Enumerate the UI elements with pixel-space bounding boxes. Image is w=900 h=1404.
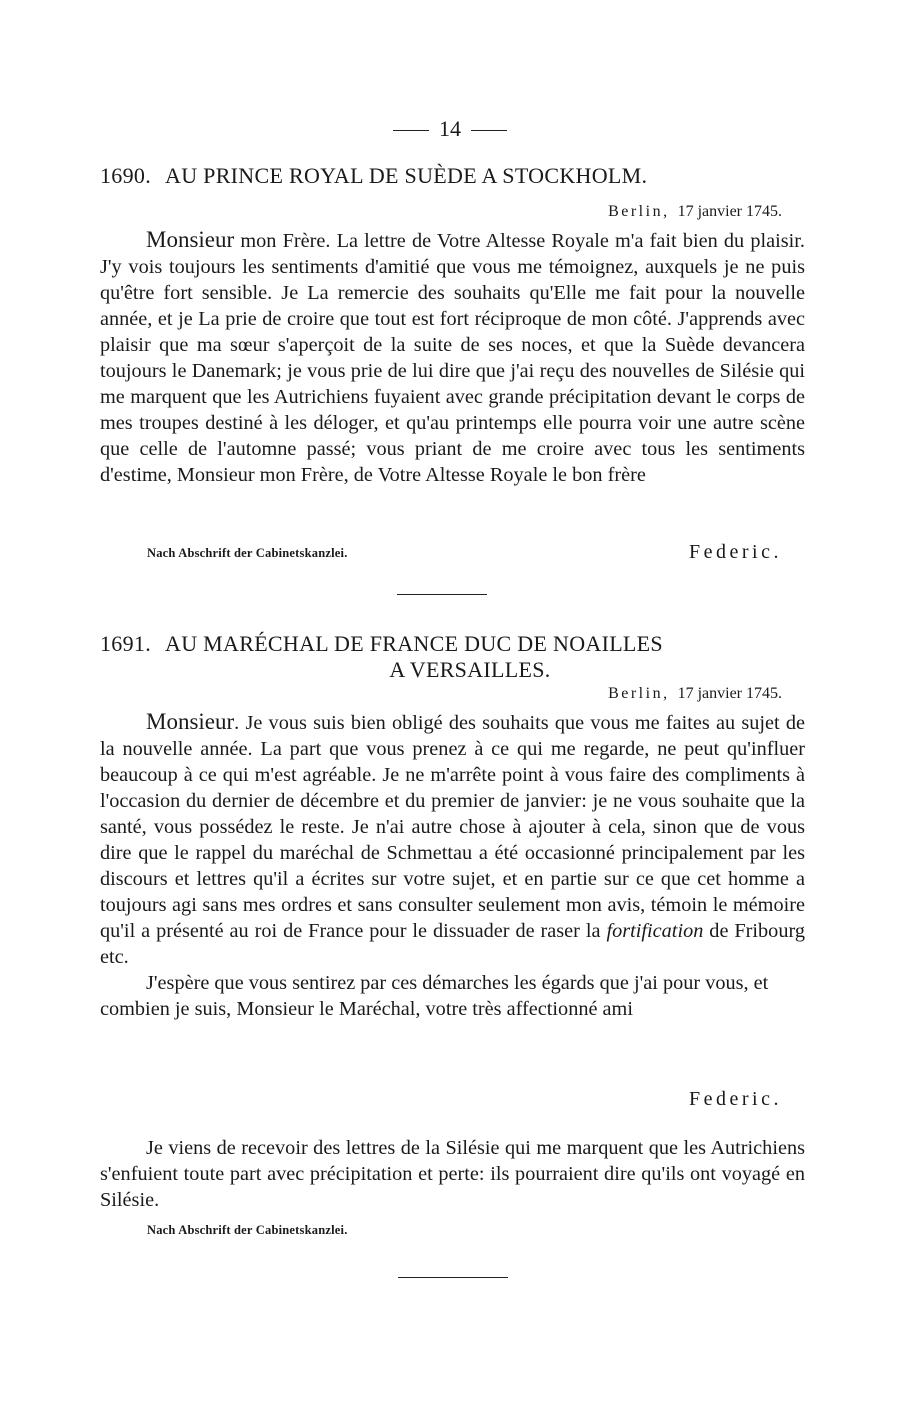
letter-1691-signature: Federic. — [689, 1088, 782, 1110]
letter-paragraph — [100, 227, 805, 488]
page-number-text: 14 — [439, 116, 461, 141]
letter-title-text: AU PRINCE ROYAL DE SUÈDE A STOCKHOLM. — [165, 163, 648, 188]
letter-1690-title — [100, 163, 800, 189]
dateline-place: Berlin, — [608, 203, 670, 220]
letter-1691-postscript — [100, 1135, 805, 1213]
section-separator — [397, 594, 487, 595]
page-number — [0, 116, 900, 142]
letter-paragraph: J'espère que vous sentirez par ces démarches les égards que j'ai pour vous, et combien je suis, Monsieur le Maréchal, votre très affectionné ami — [100, 972, 769, 1020]
letter-title-line1: AU MARÉCHAL DE FRANCE DUC DE NOAILLES — [165, 631, 663, 656]
postscript-paragraph: Je viens de recevoir des lettres de la Silésie qui me marquent que les Autrichiens s'enfuient toute part avec précipitation et perte: ils pourraient dire qu'ils ont voyagé en Silésie. — [100, 1137, 805, 1211]
letter-1691-source-note: Nach Abschrift der Cabinetskanzlei. — [147, 1223, 348, 1237]
letter-1691-dateline — [608, 685, 782, 703]
letter-1691-title — [100, 631, 800, 683]
salutation: Monsieur — [146, 227, 235, 252]
page-number-dash-left — [393, 130, 429, 131]
section-separator — [398, 1277, 508, 1278]
italic-text: fortification — [606, 920, 704, 942]
letter-number: 1691. — [100, 631, 151, 656]
letter-paragraph — [100, 709, 805, 970]
letter-1690-signature: Federic. — [689, 541, 782, 563]
paragraph-text-end: de Fribourg etc. — [100, 920, 805, 968]
paragraph-text: . Je vous suis bien obligé des souhaits que vous me faites au sujet de la nouvelle année. La part que vous prenez à ce qui me regarde, ne peut qu'influer beaucoup à ce qui m'est agréable. Je ne m'arrête point à vous faire des compliments à l'occasion du dernier de décembre et du premier de janvier: je ne vous souhaite que la santé, vous possédez le reste. Je n'ai autre chose à ajouter à cela, sinon que de vous dire que le rappel du maréchal de Schmettau a été occasionné principalement par les discours et lettres qu'il a écrites sur votre sujet, et en partie sur ce que cet homme a toujours agi sans mes ordres et sans consulter seulement mon avis, témoin le mémoire qu'il a présenté au roi de France pour le dissuader de raser la — [100, 712, 805, 942]
dateline-date: 17 janvier 1745. — [677, 685, 782, 702]
letter-1691-body — [100, 709, 805, 1022]
dateline-place: Berlin, — [608, 685, 670, 702]
page-number-dash-right — [471, 130, 507, 131]
letter-1690-source-note: Nach Abschrift der Cabinetskanzlei. — [147, 546, 348, 560]
letter-number: 1690. — [100, 163, 151, 188]
salutation: Monsieur — [146, 709, 235, 734]
letter-1690-dateline — [608, 203, 782, 221]
letter-1690-body — [100, 227, 805, 488]
letter-title-line2: A VERSAILLES. — [389, 657, 551, 682]
dateline-date: 17 janvier 1745. — [677, 203, 782, 220]
paragraph-text: mon Frère. La lettre de Votre Altesse Royale m'a fait bien du plaisir. J'y vois toujours les sentiments d'amitié que vous me témoignez, auxquels je ne puis qu'être fort sensible. Je La remercie des souhaits qu'Elle me fait pour la nouvelle année, et je La prie de croire que tout est fort réciproque de mon côté. J'apprends avec plaisir que ma sœur s'aperçoit de la suite de ses noces, et que la Suède devancera toujours le Danemark; je vous prie de lui dire que j'ai reçu des nouvelles de Silésie qui me marquent que les Autrichiens fuyaient avec grande précipitation devant le corps de mes troupes destiné à les déloger, et qu'au printemps elle pourra voir une autre scène que celle de l'automne passé; vous priant de me croire avec tous les sentiments d'estime, Monsieur mon Frère, de Votre Altesse Royale le bon frère — [100, 230, 805, 486]
